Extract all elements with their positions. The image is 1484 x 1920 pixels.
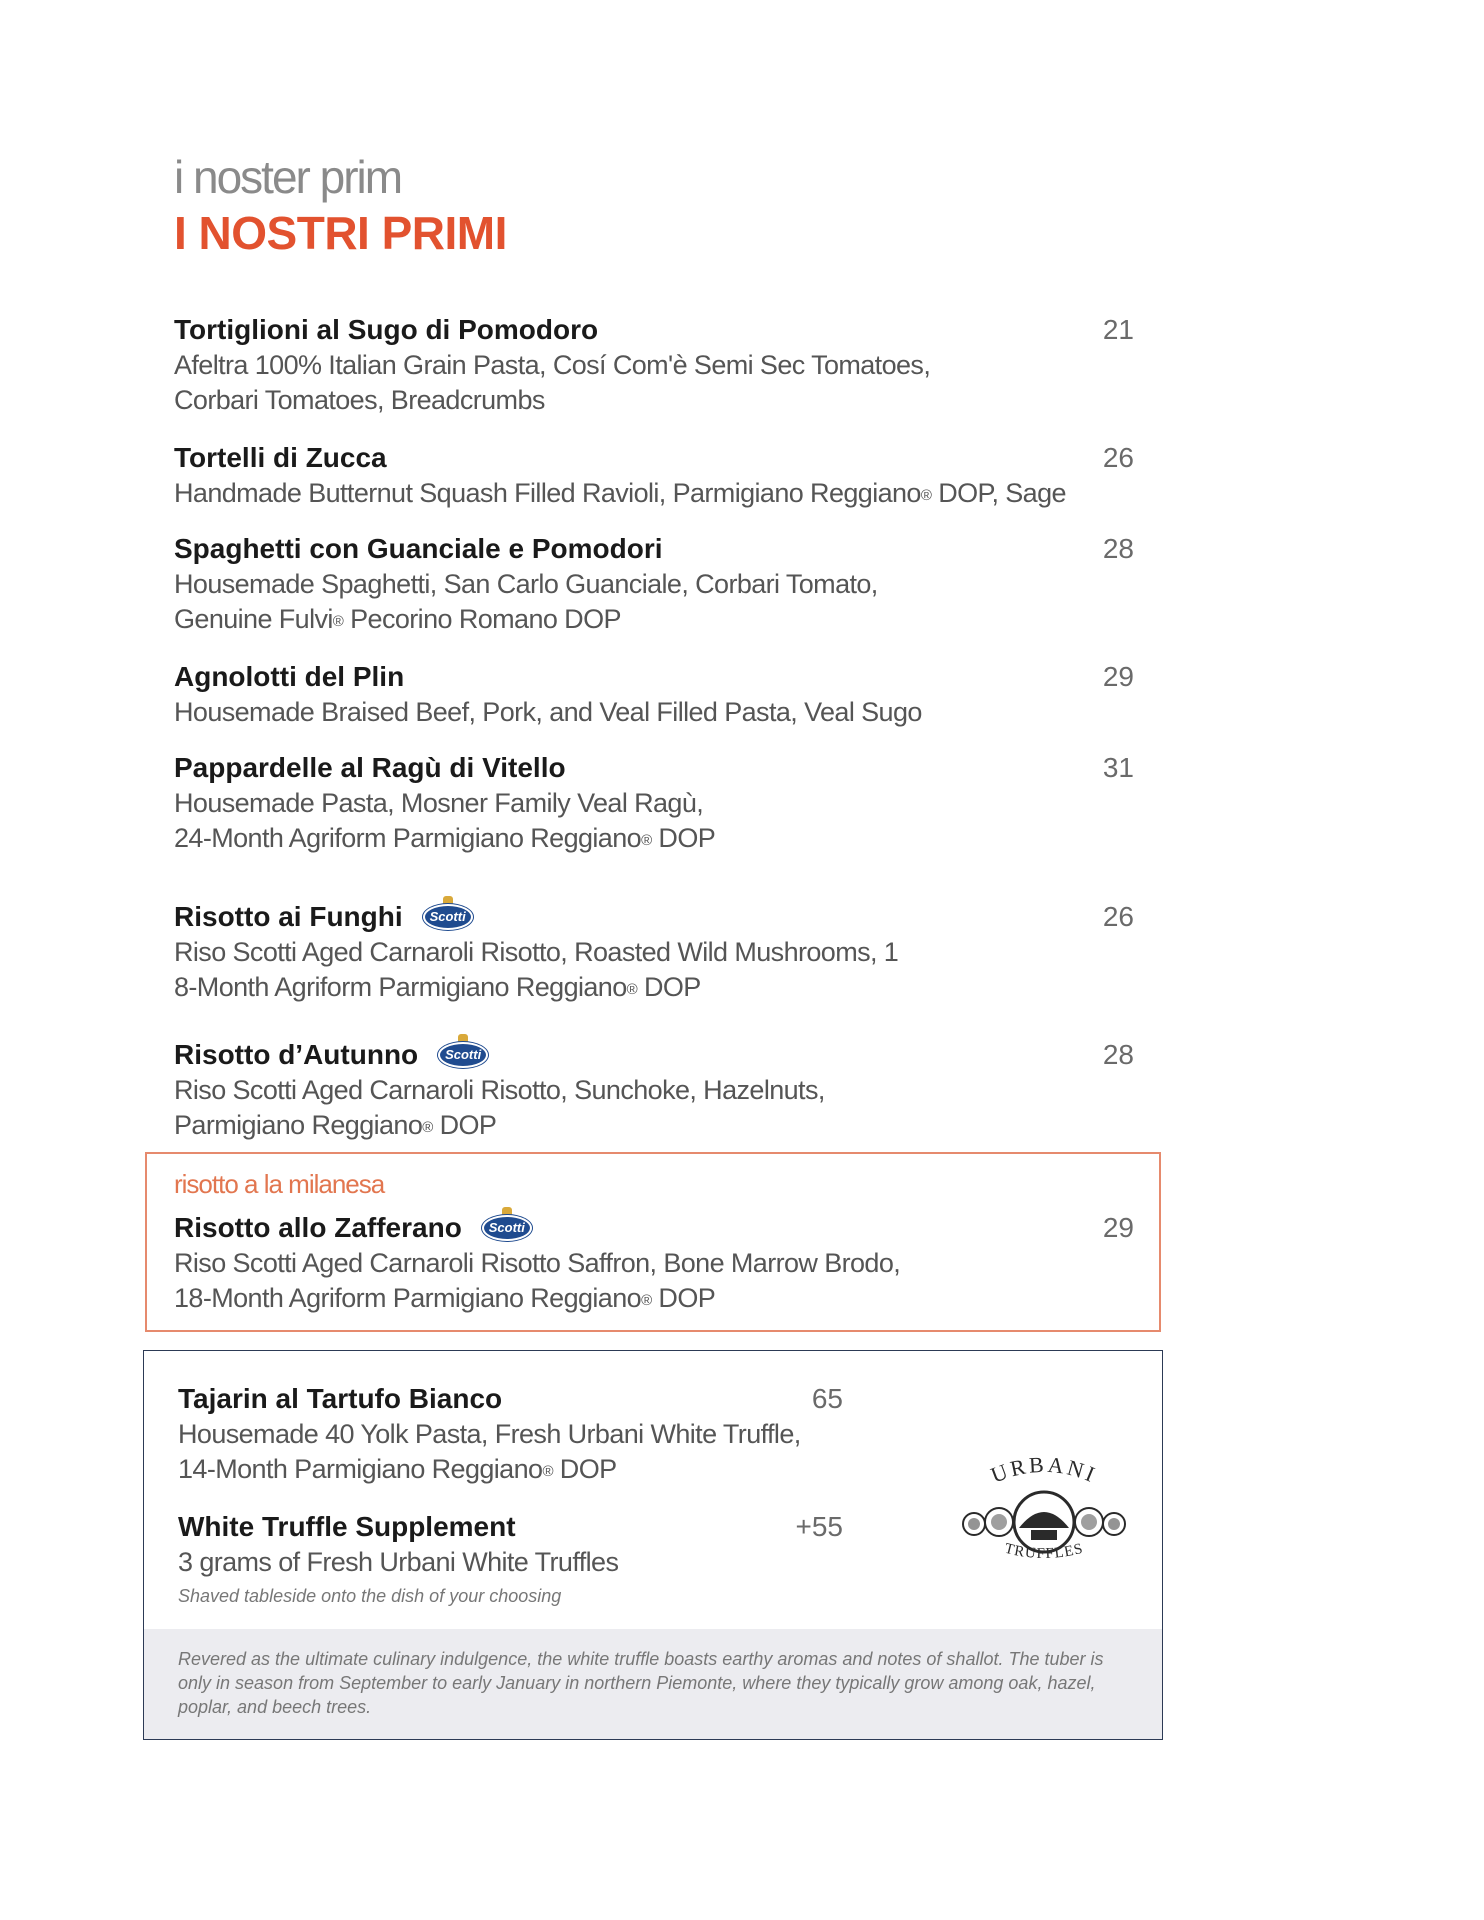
urbani-truffles-logo: [949, 1436, 1139, 1576]
item-description: Riso Scotti Aged Carnaroli Risotto Saffron, Bone Marrow Brodo, 18-Month Agriform Parmigiano Reggiano® DOP: [174, 1248, 901, 1313]
logo-top-text: URBANI: [987, 1451, 1102, 1488]
item-description: Housemade 40 Yolk Pasta, Fresh Urbani White Truffle, 14-Month Parmigiano Reggiano® DOP: [178, 1419, 801, 1484]
item-name: Spaghetti con Guanciale e Pomodori: [174, 533, 663, 564]
registered-mark: ®: [641, 832, 652, 849]
item-price: 28: [1102, 533, 1134, 564]
menu-item-agnolotti: [174, 659, 1134, 730]
item-name: Risotto allo Zafferano Scotti: [174, 1210, 1134, 1246]
registered-mark: ®: [332, 613, 344, 630]
menu-item-tajarin: [178, 1381, 843, 1487]
truffle-footnote: Revered as the ultimate culinary indulgence, the white truffle boasts earthy aromas and notes of shallot. The tuber is only in season from September to early January in northern Piemonte, where they typically grow among oak, hazel, poplar, and beech trees.: [144, 1629, 1162, 1739]
urbani-emblem-icon: [949, 1436, 1139, 1576]
item-price: 65: [811, 1383, 843, 1414]
item-price: +55: [795, 1511, 843, 1542]
item-name: Risotto ai Funghi Scotti: [174, 899, 1134, 935]
registered-mark: ®: [626, 981, 638, 998]
white-truffle-box: [143, 1350, 1163, 1740]
registered-mark: ®: [920, 487, 932, 504]
item-price: 28: [1102, 1039, 1134, 1070]
menu-item-tortiglioni: [174, 312, 1134, 418]
section-subtitle: i noster prim: [174, 151, 402, 203]
registered-mark: ®: [422, 1119, 433, 1136]
riso-scotti-logo-icon: Scotti: [482, 1215, 532, 1241]
item-name: Tortelli di Zucca: [174, 442, 387, 473]
section-title: I NOSTRI PRIMI: [174, 207, 507, 259]
item-name: Agnolotti del Plin: [174, 661, 405, 692]
item-description: Handmade Butternut Squash Filled Ravioli, Parmigiano Reggiano® DOP, Sage: [174, 478, 1066, 508]
logo-bottom-text: TRUFFLES: [1002, 1540, 1086, 1563]
item-name: Pappardelle al Ragù di Vitello: [174, 752, 566, 783]
item-name: Tajarin al Tartufo Bianco: [178, 1383, 503, 1414]
riso-scotti-logo-icon: Scotti: [438, 1042, 488, 1068]
registered-mark: ®: [641, 1292, 652, 1309]
item-tagline: risotto a la milanesa: [174, 1169, 385, 1199]
item-description: Afeltra 100% Italian Grain Pasta, Cosí Com'è Semi Sec Tomatoes, Corbari Tomatoes, Breadcrumbs: [174, 350, 931, 415]
item-price: 29: [1102, 1212, 1134, 1243]
menu-item-spaghetti: [174, 531, 1134, 637]
riso-scotti-logo-icon: Scotti: [423, 904, 473, 930]
supplement-note: Shaved tableside onto the dish of your choosing: [178, 1586, 562, 1606]
item-price: 21: [1102, 314, 1134, 345]
item-price: 31: [1102, 752, 1134, 783]
item-price: 26: [1102, 442, 1134, 473]
menu-item-risotto-zafferano: [174, 1210, 1134, 1316]
item-description: Riso Scotti Aged Carnaroli Risotto, Sunchoke, Hazelnuts, Parmigiano Reggiano® DOP: [174, 1075, 825, 1140]
item-description: Housemade Pasta, Mosner Family Veal Ragù, 24-Month Agriform Parmigiano Reggiano® DOP: [174, 788, 716, 853]
menu-item-risotto-autunno: [174, 1037, 1134, 1143]
item-description: Housemade Spaghetti, San Carlo Guanciale, Corbari Tomato, Genuine Fulvi® Pecorino Romano DOP: [174, 569, 878, 634]
item-name: Tortiglioni al Sugo di Pomodoro: [174, 314, 599, 345]
menu-item-risotto-funghi: [174, 899, 1134, 1005]
item-name: Risotto d’Autunno Scotti: [174, 1037, 1134, 1073]
item-name: White Truffle Supplement: [178, 1511, 516, 1542]
item-description: 3 grams of Fresh Urbani White Truffles: [178, 1547, 619, 1577]
item-price: 26: [1102, 901, 1134, 932]
menu-item-tortelli: [174, 440, 1134, 511]
item-price: 29: [1102, 661, 1134, 692]
white-truffle-supplement: [178, 1509, 843, 1580]
svg-text:URBANI: [987, 1452, 1101, 1488]
registered-mark: ®: [542, 1463, 553, 1480]
menu-item-pappardelle: [174, 750, 1134, 856]
item-description: Riso Scotti Aged Carnaroli Risotto, Roasted Wild Mushrooms, 1 8-Month Agriform Parmigiano Reggiano® DOP: [174, 937, 899, 1002]
item-description: Housemade Braised Beef, Pork, and Veal Filled Pasta, Veal Sugo: [174, 697, 922, 727]
